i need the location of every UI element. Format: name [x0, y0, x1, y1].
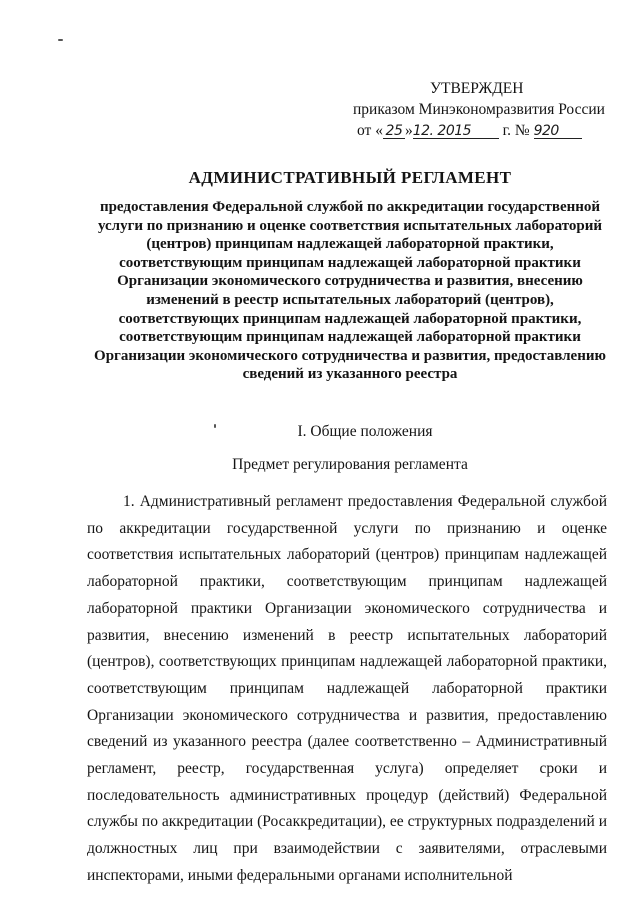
scan-speck	[58, 39, 63, 41]
date-mid: »	[404, 122, 413, 139]
section-subheading: Предмет регулирования регламента	[232, 456, 468, 473]
approval-stamp	[350, 78, 610, 141]
paragraph-1	[87, 489, 607, 890]
section-heading: I. Общие положения	[297, 423, 433, 440]
approval-date-line	[350, 120, 610, 141]
date-suffix: г. №	[498, 122, 530, 139]
document-subtitle: предоставления Федеральной службой по аккредитации государственной услуги по признанию и оценке соответствия испытательных лабораторий (центров) принципам надлежащей лабораторной практики, соответствующим принципам надлежащей лабораторной практики Организации экономического сотрудничества и развития, внесению изменений в реестр испытательных лабораторий (центров), соответствующих принципам надлежащей лабораторной практики, соответствующим принципам надлежащей лабораторной практики Организации экономического сотрудничества и развития, предоставлению сведений из указанного реестра	[94, 199, 606, 383]
date-monthyear-handwritten: 12. 2015	[413, 124, 499, 139]
date-day-handwritten: 25	[383, 124, 405, 139]
document-title-block	[90, 168, 610, 384]
date-prefix: от «	[357, 122, 383, 139]
order-number-handwritten: 920	[534, 124, 582, 139]
approval-order: приказом Минэкономразвития России	[353, 101, 605, 118]
document-title: АДМИНИСТРАТИВНЫЙ РЕГЛАМЕНТ	[188, 168, 512, 187]
approval-title: УТВЕРЖДЕН	[430, 80, 524, 97]
paragraph-1-text: 1. Административный регламент предоставления Федеральной службой по аккредитации государственной услуги по признанию и оценке соответствия испытательных лабораторий (центров) принципам надлежащей лабораторной практики, соответствующим принципам надлежащей лабораторной практики Организации экономического сотрудничества и развития, внесению изменений в реестр испытательных лабораторий (центров), соответствующих принципам надлежащей лабораторной практики, соответствующим принципам надлежащей лабораторной практики Организации экономического сотрудничества и развития, предоставлению сведений из указанного реестра (далее соответственно – Административный регламент, реестр, государственная услуга) определяет сроки и последовательность административных процедур (действий) Федеральной службы по аккредитации (Росаккредитации), ее структурных подразделений и должностных лиц при взаимодействии с заявителями, отраслевыми инспекторами, иными федеральными органами исполнительной	[87, 493, 607, 884]
